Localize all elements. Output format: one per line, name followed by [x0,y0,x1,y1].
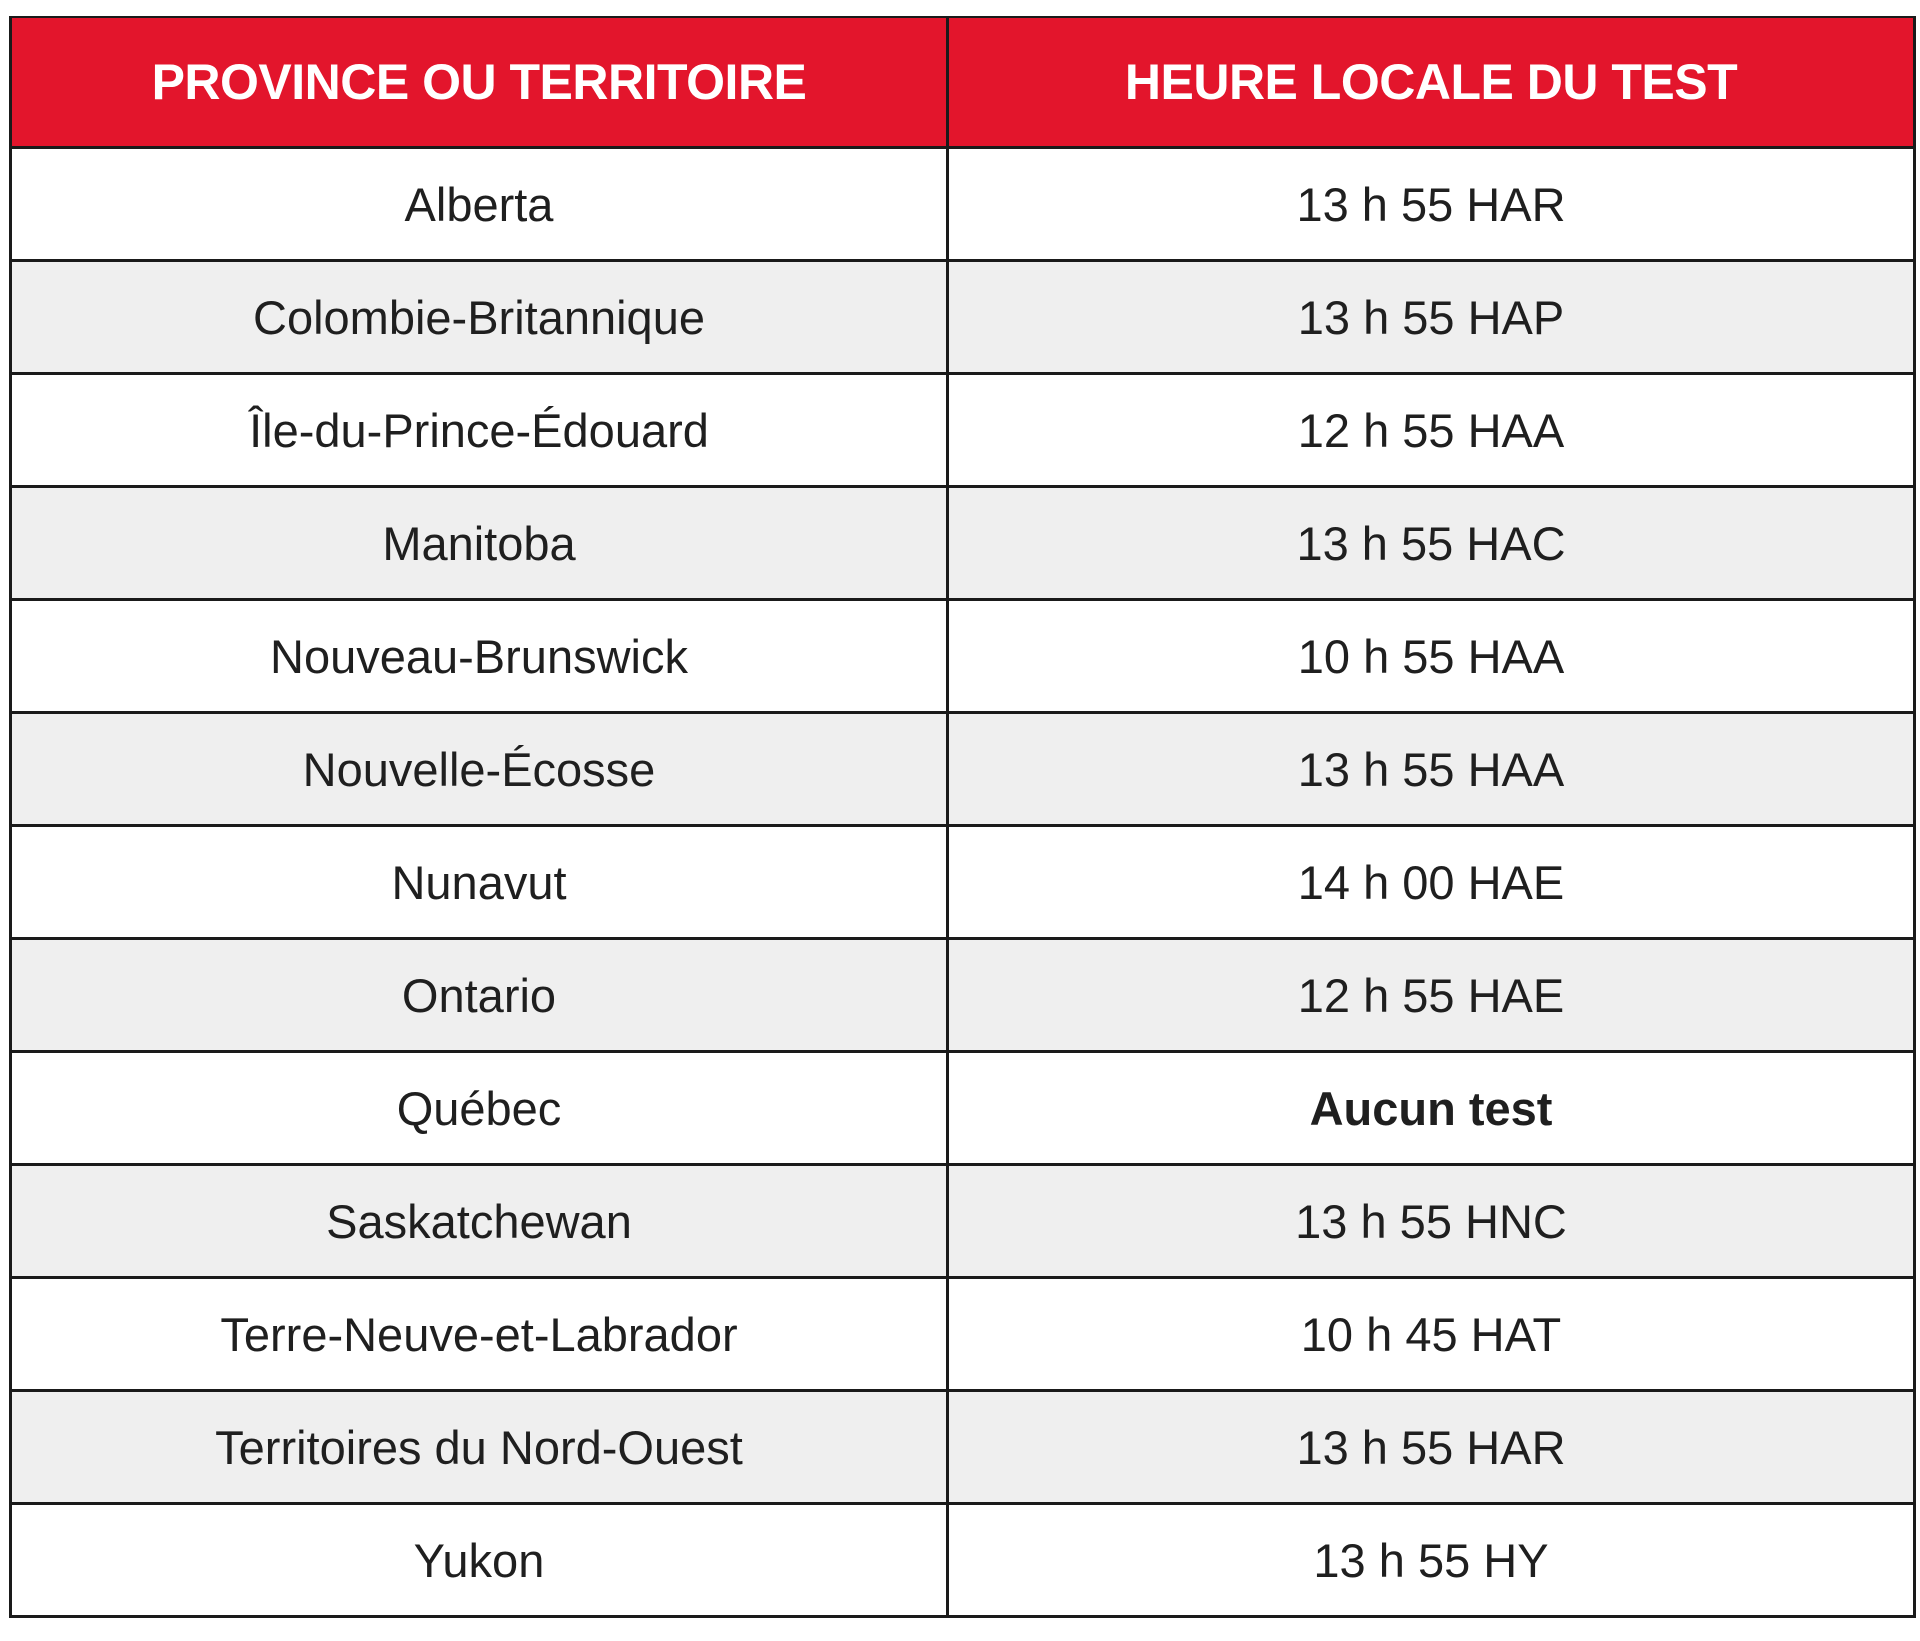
local-time-cell: 12 h 55 HAA [948,374,1915,487]
table-row [11,1504,1915,1617]
header-row [11,17,1915,148]
table-row [11,600,1915,713]
province-cell: Nouveau-Brunswick [11,600,948,713]
test-schedule-table-container [9,16,1913,1618]
province-cell: Nouvelle-Écosse [11,713,948,826]
column-header-province: PROVINCE OU TERRITOIRE [11,17,948,148]
local-time-cell: 10 h 55 HAA [948,600,1915,713]
local-time-cell: 13 h 55 HNC [948,1165,1915,1278]
local-time-cell: 13 h 55 HAC [948,487,1915,600]
local-time-cell: 14 h 00 HAE [948,826,1915,939]
province-cell: Manitoba [11,487,948,600]
table-row [11,939,1915,1052]
local-time-cell: 13 h 55 HY [948,1504,1915,1617]
table-row [11,1052,1915,1165]
column-header-time: HEURE LOCALE DU TEST [948,17,1915,148]
province-cell: Québec [11,1052,948,1165]
local-time-cell: 12 h 55 HAE [948,939,1915,1052]
province-cell: Île-du-Prince-Édouard [11,374,948,487]
province-cell: Alberta [11,148,948,261]
province-cell: Terre-Neuve-et-Labrador [11,1278,948,1391]
local-time-cell: 13 h 55 HAA [948,713,1915,826]
local-time-cell: 10 h 45 HAT [948,1278,1915,1391]
province-cell: Ontario [11,939,948,1052]
province-cell: Territoires du Nord-Ouest [11,1391,948,1504]
table-row [11,261,1915,374]
table-row [11,374,1915,487]
table-header [11,17,1915,148]
local-time-cell: 13 h 55 HAP [948,261,1915,374]
table-row [11,1278,1915,1391]
table-body [11,148,1915,1617]
table-row [11,1165,1915,1278]
local-time-cell: Aucun test [948,1052,1915,1165]
table-row [11,148,1915,261]
local-time-cell: 13 h 55 HAR [948,148,1915,261]
local-time-cell: 13 h 55 HAR [948,1391,1915,1504]
province-cell: Nunavut [11,826,948,939]
test-schedule-table [9,16,1916,1618]
table-row [11,487,1915,600]
table-row [11,826,1915,939]
province-cell: Saskatchewan [11,1165,948,1278]
table-row [11,1391,1915,1504]
province-cell: Colombie-Britannique [11,261,948,374]
province-cell: Yukon [11,1504,948,1617]
table-row [11,713,1915,826]
